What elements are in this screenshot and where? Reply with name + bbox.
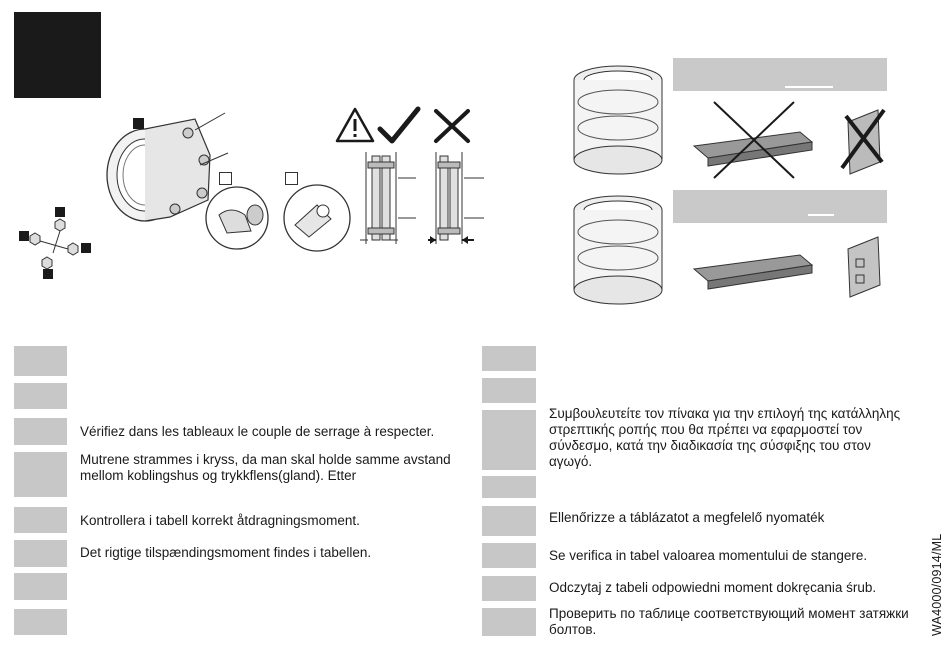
cross-tightening-diagram: [15, 203, 95, 283]
checkmark-icon: [378, 107, 420, 145]
language-label-box: [14, 573, 67, 600]
instruction-text-no: Mutrene strammes i kryss, da man skal holde samme avstand mellom koblingshus og trykkflens(gland). Etter: [80, 452, 451, 483]
instruction-text-ro: Se verifica in tabel valoarea momentului de stangere.: [549, 548, 868, 563]
gripper-segment-crossed-illustration: [690, 98, 815, 182]
language-label-box: [14, 418, 67, 445]
checkbox-marker: [285, 172, 298, 185]
instruction-text-fr: Vérifiez dans les tableaux le couple de serrage à respecter.: [80, 424, 435, 439]
instruction-text-ru: Проверить по таблице соответствующий момент затяжки болтов.: [549, 606, 909, 637]
language-label-box: [14, 540, 67, 567]
warning-icon: [335, 107, 375, 143]
instruction-text-da: Det rigtige tilspændingsmoment findes i tabellen.: [80, 545, 372, 560]
gap-correct-diagram: [358, 148, 418, 248]
instruction-text-sv: Kontrollera i tabell korrekt åtdragningsmoment.: [80, 513, 360, 528]
header-bar-bottom: [673, 190, 887, 223]
language-label-box: [482, 506, 536, 536]
wrench-detail-illustration: [205, 185, 355, 255]
header-bar-bottom-underline: [808, 214, 834, 216]
section-number-block: [14, 12, 101, 98]
language-label-box: [482, 410, 536, 470]
gripper-segment-illustration: [690, 245, 815, 290]
language-label-box: [14, 383, 67, 409]
insert-illustration: [842, 235, 884, 300]
header-bar-top-underline: [785, 86, 833, 88]
language-label-box: [482, 346, 536, 371]
instruction-text-hu: Ellenőrizze a táblázatot a megfelelő nyomaték: [549, 510, 825, 525]
instruction-text-pl: Odczytaj z tabeli odpowiedni moment dokręcania śrub.: [549, 580, 877, 595]
language-label-box: [14, 346, 67, 376]
document-code: WA4000/0914/ML: [930, 533, 944, 636]
language-label-box: [14, 507, 67, 533]
language-label-box: [482, 608, 536, 636]
language-label-box: [482, 378, 536, 403]
language-label-box: [482, 543, 536, 568]
language-label-box: [482, 476, 536, 498]
header-bar-top: [673, 58, 887, 91]
cross-mark-icon: [432, 107, 472, 145]
callout-marker: [133, 118, 144, 129]
language-label-box: [482, 576, 536, 601]
gap-incorrect-diagram: [428, 148, 488, 248]
checkbox-marker: [219, 172, 232, 185]
instruction-text-el: Συμβουλευτείτε τον πίνακα για την επιλογή της κατάλληλης στρεπτικής ροπής που θα πρέπει να εφαρμοστεί τον σύνδεσμο, κατά την διαδικασία της σύσφιξης του στον αγωγό.: [549, 406, 901, 469]
language-label-box: [14, 452, 67, 497]
insert-crossed-illustration: [838, 102, 888, 177]
language-label-box: [14, 609, 67, 635]
coupling-gripring-illustration: [568, 60, 668, 180]
coupling-gripring-illustration: [568, 190, 668, 310]
